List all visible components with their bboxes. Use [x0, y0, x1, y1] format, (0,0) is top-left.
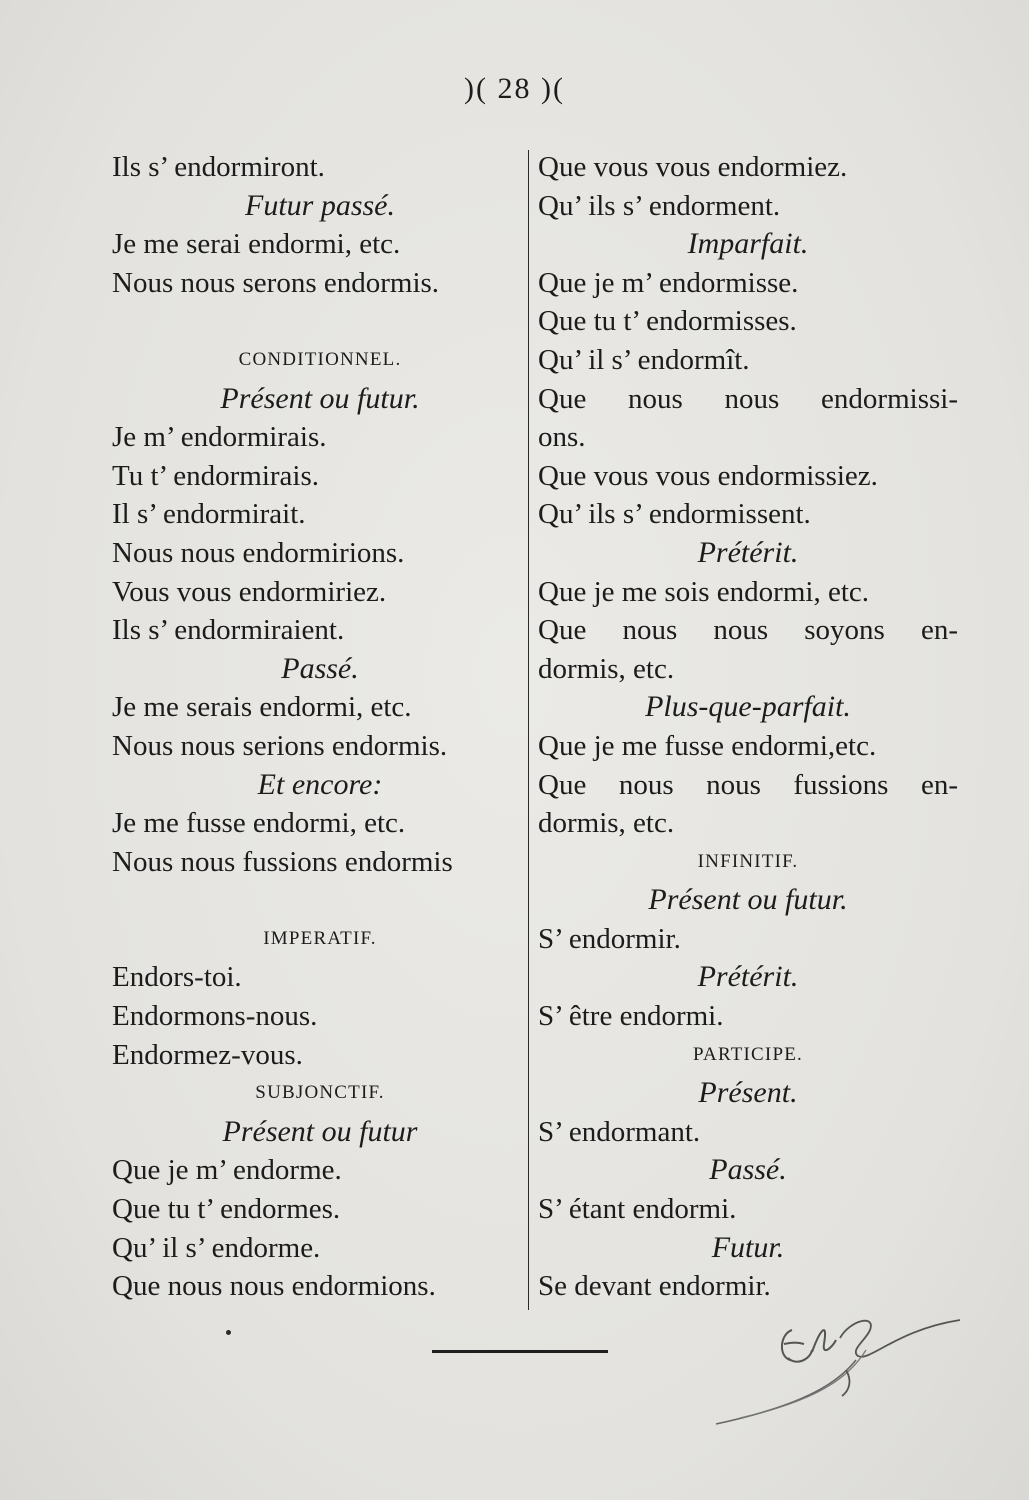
text-line: Qu’ ils s’ endorment.: [538, 189, 781, 222]
text-line: Que vous vous endormissiez.: [538, 459, 878, 492]
text-line: Que je m’ endorme.: [112, 1154, 342, 1187]
spacer: [112, 302, 528, 341]
tense-heading: Prétérit.: [697, 535, 799, 569]
tense-heading: Présent ou futur.: [648, 883, 848, 917]
ink-dot: [226, 1330, 231, 1335]
text-line: Je me fusse endormi, etc.: [112, 807, 406, 840]
text-line: Qu’ ils s’ endormissent.: [538, 498, 811, 531]
left-column: [112, 148, 528, 1306]
text-line: Nous nous serions endormis.: [112, 729, 448, 762]
text-line: Que tu t’ endormes.: [112, 1193, 341, 1226]
text-line: Nous nous fussions endormis: [112, 845, 453, 878]
tense-heading: Présent ou futur.: [220, 381, 420, 415]
text-line: Ils s’ endormiront.: [112, 151, 325, 183]
text-line: Que je me sois endormi, etc.: [538, 575, 869, 608]
mood-heading: CONDITIONNEL.: [238, 348, 402, 370]
mood-heading: PARTICIPE.: [693, 1043, 803, 1065]
text-line: dormis, etc.: [538, 652, 675, 685]
handwritten-signature: [700, 1300, 970, 1440]
text-line: S’ endormant.: [538, 1115, 701, 1148]
tense-heading: Passé.: [281, 651, 359, 685]
page-number: )( 28 )(: [464, 72, 565, 105]
text-line: Que nous nous endormions.: [112, 1270, 436, 1303]
footer-rule: [432, 1350, 608, 1353]
mood-heading: IMPERATIF.: [263, 927, 377, 949]
tense-heading: Passé.: [709, 1153, 787, 1187]
spacer: [112, 881, 528, 920]
right-column: [538, 148, 958, 1306]
text-line: S’ endormir.: [538, 922, 681, 955]
mood-heading: INFINITIF.: [697, 850, 799, 872]
text-line: Que nous nous fussions en-: [538, 768, 958, 801]
text-line: Endormons-nous.: [112, 1000, 318, 1033]
text-line: Je me serais endormi, etc.: [112, 691, 412, 724]
text-line: Nous nous endormirions.: [112, 536, 405, 569]
tense-heading: Futur.: [711, 1230, 785, 1264]
text-line: Nous nous serons endormis.: [112, 266, 440, 299]
tense-heading: Présent.: [698, 1076, 798, 1110]
tense-heading: Futur passé.: [245, 188, 395, 222]
tense-heading: Imparfait.: [687, 227, 809, 261]
text-line: Il s’ endormirait.: [112, 498, 306, 531]
text-line: Que je m’ endormisse.: [538, 266, 799, 299]
tense-heading: Plus-que-parfait.: [645, 690, 851, 724]
text-line: Qu’ il s’ endorme.: [112, 1231, 321, 1264]
text-line: Je me serai endormi, etc.: [112, 228, 401, 261]
text-line: Je m’ endormirais.: [112, 421, 327, 454]
text-line: Que nous nous endormissi-: [538, 382, 958, 415]
text-line: Tu t’ endormirais.: [112, 459, 320, 492]
text-line: Se devant endormir.: [538, 1270, 771, 1303]
text-line: Ils s’ endormiraient.: [112, 614, 345, 647]
tense-heading: Prétérit.: [697, 960, 799, 994]
mood-heading: SUBJONCTIF.: [255, 1082, 385, 1104]
text-line: Que nous nous soyons en-: [538, 614, 958, 647]
text-line: Vous vous endormiriez.: [112, 575, 387, 608]
text-line: ons.: [538, 421, 586, 454]
text-line: Endors-toi.: [112, 961, 242, 994]
text-line: dormis, etc.: [538, 807, 675, 840]
text-line: S’ étant endormi.: [538, 1193, 737, 1226]
text-line: Qu’ il s’ endormît.: [538, 343, 750, 376]
text-line: Endormez-vous.: [112, 1038, 303, 1071]
text-line: Que tu t’ endormisses.: [538, 305, 797, 338]
column-divider: [528, 150, 529, 1310]
text-line: Que vous vous endormiez.: [538, 151, 848, 183]
tense-heading: Et encore:: [257, 767, 383, 801]
text-line: S’ être endormi.: [538, 1000, 724, 1033]
text-line: Que je me fusse endormi,etc.: [538, 729, 877, 762]
tense-heading: Présent ou futur: [222, 1114, 418, 1148]
